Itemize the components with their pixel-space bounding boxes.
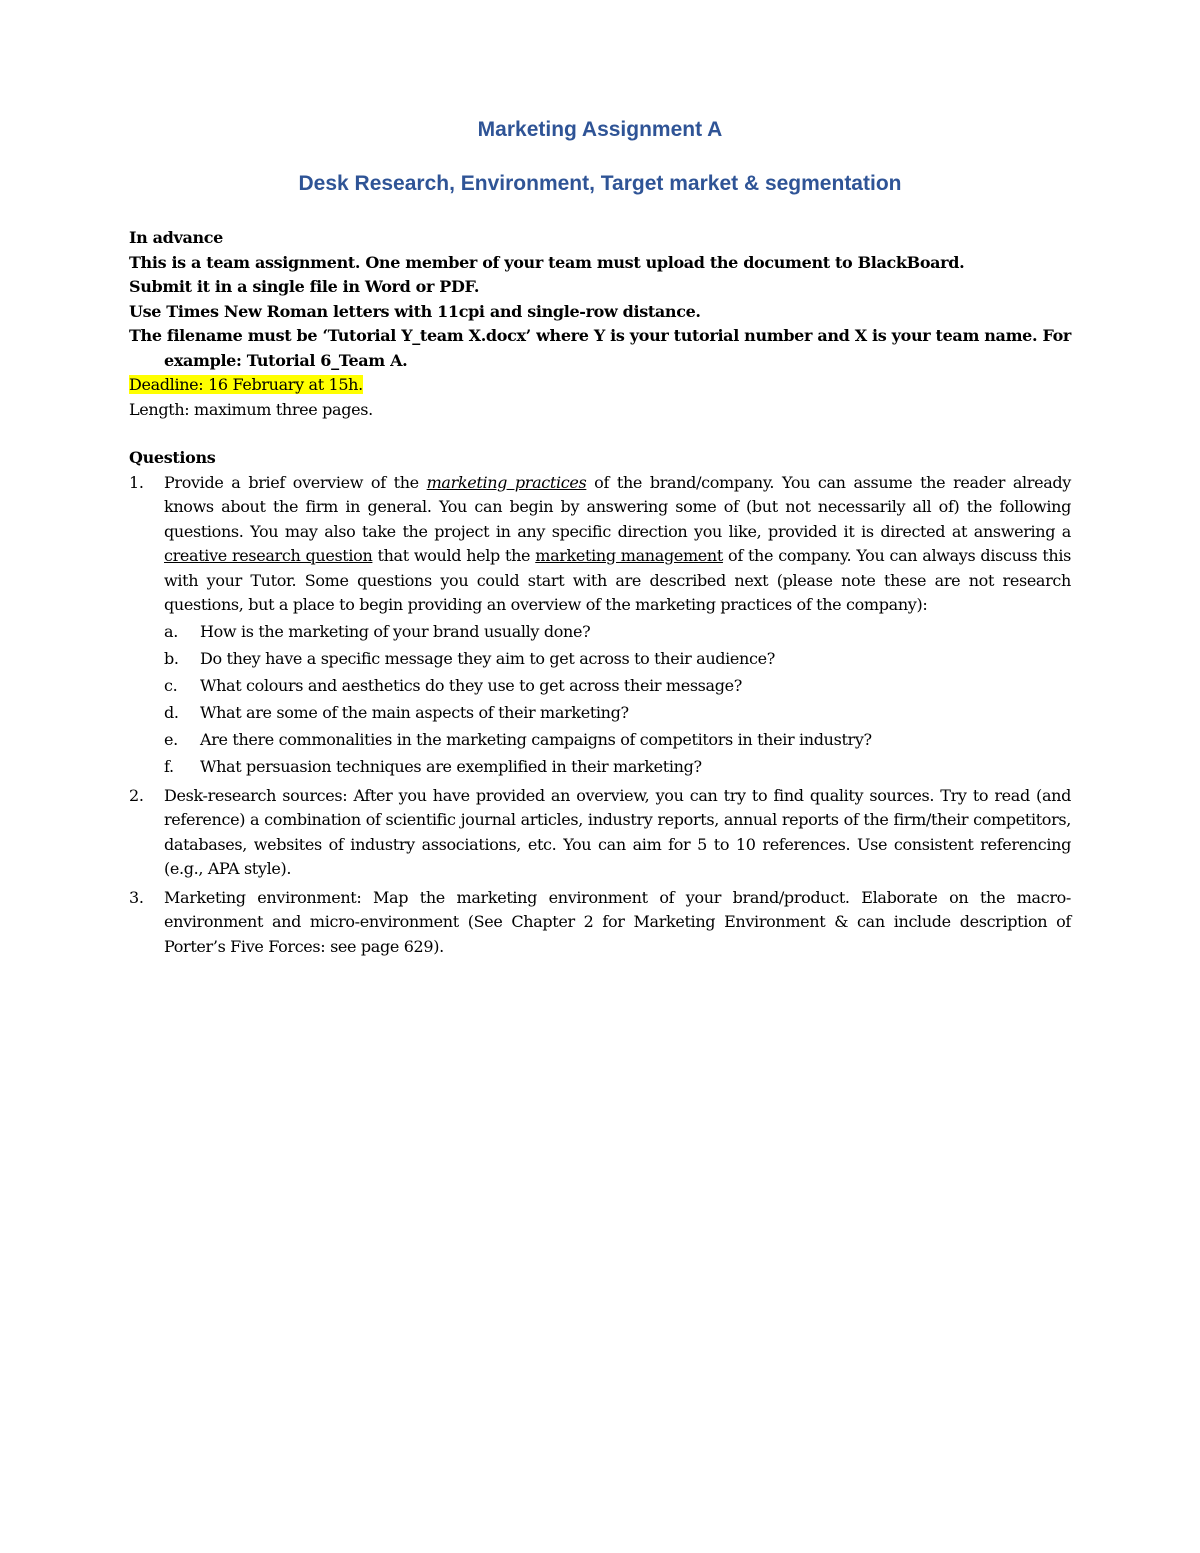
document-content [129,115,1071,959]
questions-list [129,471,1071,960]
question-number: 3. [129,887,144,907]
length-line: Length: maximum three pages. [129,399,373,419]
sub-question-text: Are there commonalities in the marketing campaigns of competitors in their industry? [200,729,872,749]
marketing-practices-emphasis: marketing practices [426,472,587,492]
marketing-management-emphasis: marketing management [535,546,723,565]
sub-question-item [129,618,1071,645]
sub-question-item [129,699,1071,726]
question-item-3 [129,886,1071,960]
sub-question-text: What colours and aesthetics do they use to get across their message? [200,675,742,695]
question-item-2 [129,784,1071,882]
sub-question-text: Do they have a specific message they aim to get across to their audience? [200,648,775,668]
sub-question-text: How is the marketing of your brand usually done? [200,621,591,641]
question-text-part: Provide a brief overview of the [164,472,427,492]
question-number: 1. [129,472,144,492]
in-advance-heading: In advance [129,228,223,247]
question-text-part: of the brand/company. You can assume the reader already knows about the firm in general. You can begin by answering some of (but not necessarily all of) the following questions. You may also take the project in any specific direction you like, provided it is directed at answering a [164,472,1071,541]
sub-questions-list [129,618,1071,780]
sub-question-text: What persuasion techniques are exemplified in their marketing? [200,756,702,776]
font-instruction-line: Use Times New Roman letters with 11cpi and single-row distance. [129,301,701,321]
sub-question-letter: e. [164,729,178,749]
sub-question-letter: a. [164,621,178,641]
submit-format-line: Submit it in a single file in Word or PDF. [129,277,480,296]
filename-instruction-line: The filename must be ‘Tutorial Y_team X.docx’ where Y is your tutorial number and X is your team name. For example: Tutorial 6_Team A. [129,326,1071,370]
deadline-line [129,373,1071,398]
in-advance-section [129,226,1071,422]
sub-question-item [129,672,1071,699]
sub-question-item [129,726,1071,753]
question-text: Marketing environment: Map the marketing environment of your brand/product. Elaborate on the macro-environment and micro-environment (See Chapter 2 for Marketing Environment & can include description of Porter’s Five Forces: see page 629). [164,887,1071,956]
questions-heading: Questions [129,448,216,467]
question-text-part: that would help the [372,546,536,565]
question-text [164,471,1071,618]
sub-question-letter: f. [164,756,174,776]
sub-question-letter: b. [164,648,179,668]
document-title: Marketing Assignment A [477,118,723,141]
sub-question-letter: d. [164,702,179,722]
sub-question-item [129,645,1071,672]
question-text: Desk-research sources: After you have provided an overview, you can try to find quality sources. Try to read (and reference) a combination of scientific journal articles, industry reports, annual reports of the firm/their competitors, databases, websites of industry associations, etc. You can aim for 5 to 10 references. Use consistent referencing (e.g., APA style). [164,785,1071,878]
sub-question-item [129,753,1071,780]
deadline-highlight: Deadline: 16 February at 15h. [129,375,363,394]
document-subtitle: Desk Research, Environment, Target market & segmentation [298,172,902,195]
question-text-part: of the company. You can always discuss this with your Tutor. Some questions you could start with are described next (please note these are not research questions, but a place to begin providing an overview of the marketing practices of the company): [164,546,1071,614]
team-assignment-line: This is a team assignment. One member of your team must upload the document to BlackBoard. [129,252,965,272]
question-item-1 [129,471,1071,780]
sub-question-letter: c. [164,675,178,695]
creative-research-question-emphasis: creative research question [164,546,373,565]
question-number: 2. [129,785,144,805]
sub-question-text: What are some of the main aspects of their marketing? [200,702,629,722]
questions-section [129,446,1071,959]
